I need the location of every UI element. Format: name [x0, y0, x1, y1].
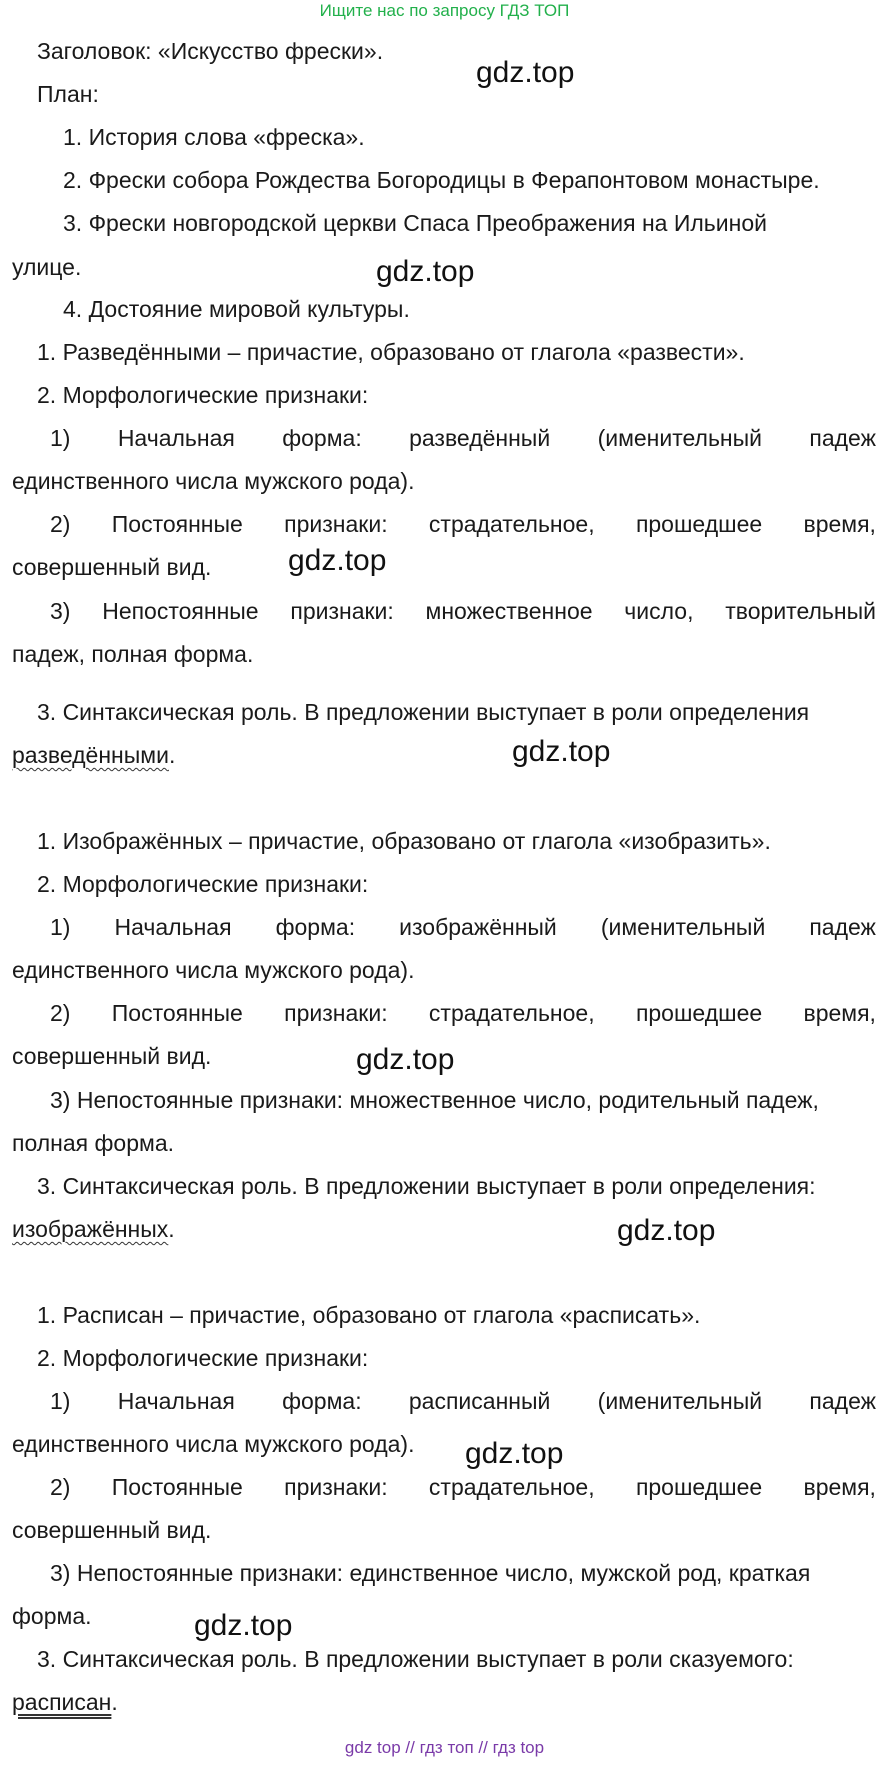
block1-line8: падеж, полная форма.	[12, 641, 254, 667]
plan-label: План:	[37, 81, 99, 107]
plan-item: 4. Достояние мировой культуры.	[63, 296, 410, 322]
block3-line7: 3) Непостоянные признаки: единственное число, мужской род, краткая	[50, 1560, 811, 1586]
block2-line8: полная форма.	[12, 1130, 174, 1156]
block1-answer: разведёнными.	[12, 742, 176, 768]
block1-line5: 2) Постоянные признаки: страдательное, прошедшее время,	[50, 511, 876, 537]
watermark: gdz.top	[356, 1043, 455, 1076]
underlined-word: расписан	[12, 1689, 112, 1715]
block1-line9: 3. Синтаксическая роль. В предложении выступает в роли определения	[37, 699, 810, 725]
block3-line2: 2. Морфологические признаки:	[37, 1345, 369, 1371]
watermark: gdz.top	[476, 56, 575, 89]
block2-line3: 1) Начальная форма: изображённый (именительный падеж	[50, 914, 876, 940]
watermark: gdz.top	[194, 1609, 293, 1642]
block2-line6: совершенный вид.	[12, 1043, 212, 1069]
block2-answer: изображённых.	[12, 1216, 175, 1242]
watermark: gdz.top	[465, 1437, 564, 1470]
plan-item: 3. Фрески новгородской церкви Спаса Преображения на Ильиной	[63, 210, 767, 236]
plan-item: 1. История слова «фреска».	[63, 124, 365, 150]
block1-line7: 3) Непостоянные признаки: множественное число, творительный	[50, 598, 876, 624]
watermark: gdz.top	[617, 1214, 716, 1247]
heading-line: Заголовок: «Искусство фрески».	[37, 38, 384, 64]
bottom-links[interactable]: gdz top // гдз топ // гдз top	[344, 1738, 545, 1757]
block2-line5: 2) Постоянные признаки: страдательное, прошедшее время,	[50, 1000, 876, 1026]
watermark: gdz.top	[512, 735, 611, 768]
block3-line1: 1. Расписан – причастие, образовано от глагола «расписать».	[37, 1302, 701, 1328]
block3-line9: 3. Синтаксическая роль. В предложении выступает в роли сказуемого:	[37, 1646, 794, 1672]
plan-item: 2. Фрески собора Рождества Богородицы в Ферапонтовом монастыре.	[63, 167, 820, 193]
block3-line4: единственного числа мужского рода).	[12, 1431, 415, 1457]
block3-line6: совершенный вид.	[12, 1517, 212, 1543]
block2-line1: 1. Изображённых – причастие, образовано от глагола «изобразить».	[37, 828, 771, 854]
block2-line4: единственного числа мужского рода).	[12, 957, 415, 983]
block2-line7: 3) Непостоянные признаки: множественное число, родительный падеж,	[50, 1087, 819, 1113]
block3-line3: 1) Начальная форма: расписанный (именительный падеж	[50, 1388, 876, 1414]
block1-line4: единственного числа мужского рода).	[12, 468, 415, 494]
block3-line5: 2) Постоянные признаки: страдательное, прошедшее время,	[50, 1474, 876, 1500]
block1-line3: 1) Начальная форма: разведённый (именительный падеж	[50, 425, 876, 451]
block1-line1: 1. Разведёнными – причастие, образовано от глагола «развести».	[37, 339, 745, 365]
block2-line9: 3. Синтаксическая роль. В предложении выступает в роли определения:	[37, 1173, 816, 1199]
block3-answer: расписан.	[12, 1689, 118, 1715]
block1-line6: совершенный вид.	[12, 554, 212, 580]
underlined-word: разведёнными	[12, 742, 169, 768]
watermark: gdz.top	[376, 255, 475, 288]
plan-item-continuation: улице.	[12, 254, 82, 280]
block3-line8: форма.	[12, 1603, 92, 1629]
watermark: gdz.top	[288, 544, 387, 577]
block1-line2: 2. Морфологические признаки:	[37, 382, 369, 408]
underlined-word: изображённых	[12, 1216, 169, 1242]
top-banner[interactable]: Ищите нас по запросу ГДЗ ТОП	[319, 1, 570, 20]
block2-line2: 2. Морфологические признаки:	[37, 871, 369, 897]
